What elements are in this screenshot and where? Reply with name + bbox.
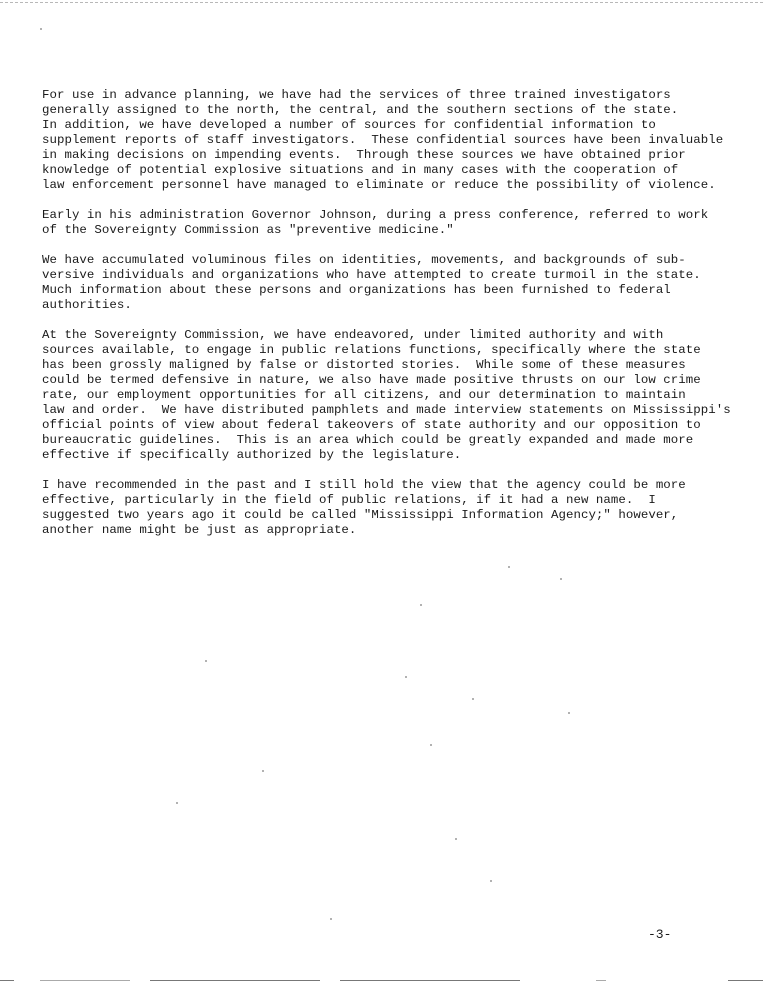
page-number: -3- [648,927,672,942]
text-line: supplement reports of staff investigators. These confidential sources have been invaluable [42,133,724,147]
text-line: in making decisions on impending events. Through these sources we have obtained prior [42,148,686,162]
scan-speck [455,838,457,840]
text-line: Much information about these persons and organizations has been furnished to federal [42,283,671,297]
text-line: effective if specifically authorized by the legislature. [42,448,462,462]
scan-speck [508,566,510,568]
text-line: authorities. [42,298,132,312]
paragraph-governor-johnson [42,208,742,238]
text-line: official points of view about federal takeovers of state authority and our opposition to [42,418,701,432]
bottom-scan-edge [340,980,520,981]
text-line: versive individuals and organizations who have attempted to create turmoil in the state. [42,268,701,282]
paragraph-investigators [42,88,742,193]
document-body [42,88,742,538]
text-line: Early in his administration Governor Johnson, during a press conference, referred to work [42,208,709,222]
text-line: generally assigned to the north, the central, and the southern sections of the state. [42,103,679,117]
scan-speck [568,712,570,714]
scan-speck [420,604,422,606]
page-top-edge [0,2,763,3]
bottom-scan-edge [596,980,606,981]
paragraph-public-relations [42,328,742,463]
scan-speck [40,28,42,30]
text-line: law enforcement personnel have managed to eliminate or reduce the possibility of violence. [42,178,716,192]
text-line: another name might be just as appropriate. [42,523,357,537]
text-line: law and order. We have distributed pamphlets and made interview statements on Mississippi's [42,403,731,417]
scan-speck [176,802,178,804]
scan-speck [430,744,432,746]
text-line: has been grossly maligned by false or distorted stories. While some of these measures [42,358,686,372]
text-line: I have recommended in the past and I still hold the view that the agency could be more [42,478,686,492]
scan-speck [560,578,562,580]
scan-speck [330,918,332,920]
text-line: suggested two years ago it could be called "Mississippi Information Agency;" however, [42,508,679,522]
text-line: At the Sovereignty Commission, we have endeavored, under limited authority and with [42,328,664,342]
scan-speck [472,698,474,700]
bottom-scan-edge [728,980,763,981]
text-line: We have accumulated voluminous files on identities, movements, and backgrounds of sub- [42,253,686,267]
text-line: For use in advance planning, we have had the services of three trained investigators [42,88,671,102]
scan-speck [405,676,407,678]
bottom-scan-edge [40,980,130,981]
text-line: could be termed defensive in nature, we also have made positive thrusts on our low crime [42,373,701,387]
text-line: bureaucratic guidelines. This is an area which could be greatly expanded and made more [42,433,694,447]
paragraph-new-name [42,478,742,538]
text-line: of the Sovereignty Commission as "preventive medicine." [42,223,454,237]
scan-speck [490,880,492,882]
text-line: sources available, to engage in public relations functions, specifically where the state [42,343,701,357]
scan-speck [205,660,207,662]
paragraph-files [42,253,742,313]
text-line: rate, our employment opportunities for all citizens, and our determination to maintain [42,388,686,402]
bottom-scan-edge [150,980,320,981]
text-line: In addition, we have developed a number of sources for confidential information to [42,118,656,132]
scan-speck [262,770,264,772]
text-line: effective, particularly in the field of public relations, if it had a new name. I [42,493,656,507]
text-line: knowledge of potential explosive situations and in many cases with the cooperation of [42,163,679,177]
bottom-scan-edge [0,980,14,981]
